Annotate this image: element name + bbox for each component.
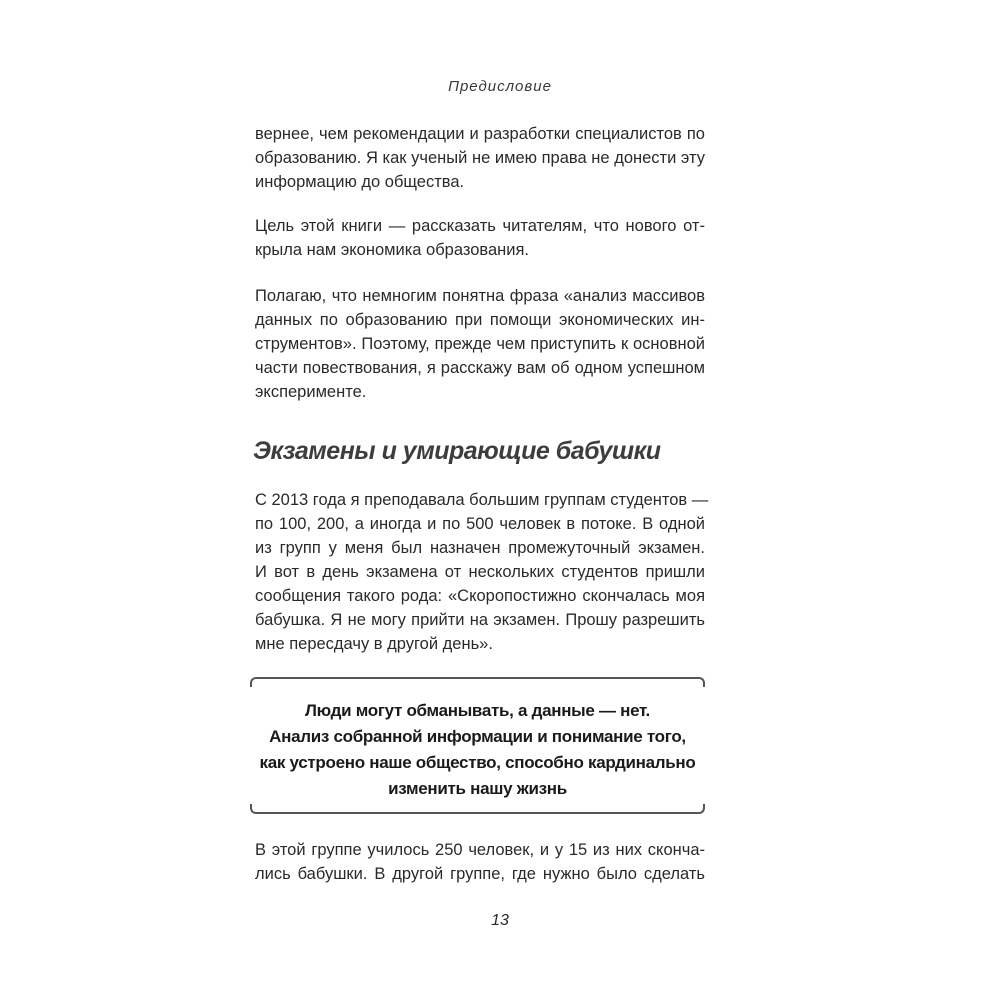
quote-line: Люди могут обманывать, а данные — нет. — [305, 701, 650, 720]
paragraph-3 — [255, 284, 705, 404]
text-line: образованию. Я как ученый не имею права не донести эту — [255, 149, 705, 167]
pull-quote-box — [250, 677, 705, 814]
quote-bracket-top — [250, 677, 705, 687]
page-number: 13 — [491, 912, 509, 929]
pull-quote — [250, 698, 705, 802]
text-line: эксперименте. — [255, 383, 367, 401]
quote-line: как устроено наше общество, способно кардинально — [259, 753, 696, 772]
text-line: струментов». Поэтому, прежде чем приступить к основной — [255, 335, 705, 353]
text-line: крыла нам экономика образования. — [255, 241, 530, 259]
text-line: Полагаю, что немногим понятна фраза «анализ массивов — [255, 287, 705, 305]
text-line: Цель этой книги — рассказать читателям, что нового от- — [255, 217, 705, 235]
running-head: Предисловие — [448, 78, 552, 95]
quote-line: Анализ собранной информации и понимание того, — [269, 727, 686, 746]
text-line: данных по образованию при помощи экономических ин- — [255, 311, 705, 329]
text-line: информацию до общества. — [255, 173, 465, 191]
quote-bracket-bottom — [250, 804, 705, 814]
text-line: В этой группе училось 250 человек, и у 15 из них сконча- — [255, 841, 705, 859]
paragraph-1 — [255, 122, 705, 194]
text-line: лись бабушки. В другой группе, где нужно было сделать — [255, 865, 705, 883]
paragraph-bottom — [255, 838, 705, 886]
text-line: по 100, 200, а иногда и по 500 человек в потоке. В одной — [255, 515, 705, 533]
text-line: части повествования, я расскажу вам об одном успешном — [255, 359, 705, 377]
text-line: из групп у меня был назначен промежуточный экзамен. — [255, 539, 705, 557]
paragraph-2 — [255, 214, 705, 262]
section-heading: Экзамены и умирающие бабушки — [253, 437, 661, 465]
text-line: мне пересдачу в другой день». — [255, 635, 493, 653]
quote-line: изменить нашу жизнь — [388, 779, 567, 798]
text-line: вернее, чем рекомендации и разработки специалистов по — [255, 125, 705, 143]
text-line: сообщения такого рода: «Скоропостижно скончалась моя — [255, 587, 705, 605]
text-line: бабушка. Я не могу прийти на экзамен. Прошу разрешить — [255, 611, 705, 629]
text-line: И вот в день экзамена от нескольких студентов пришли — [255, 563, 705, 581]
paragraph-section — [255, 488, 709, 656]
text-line: С 2013 года я преподавала большим группам студентов — — [255, 491, 709, 509]
